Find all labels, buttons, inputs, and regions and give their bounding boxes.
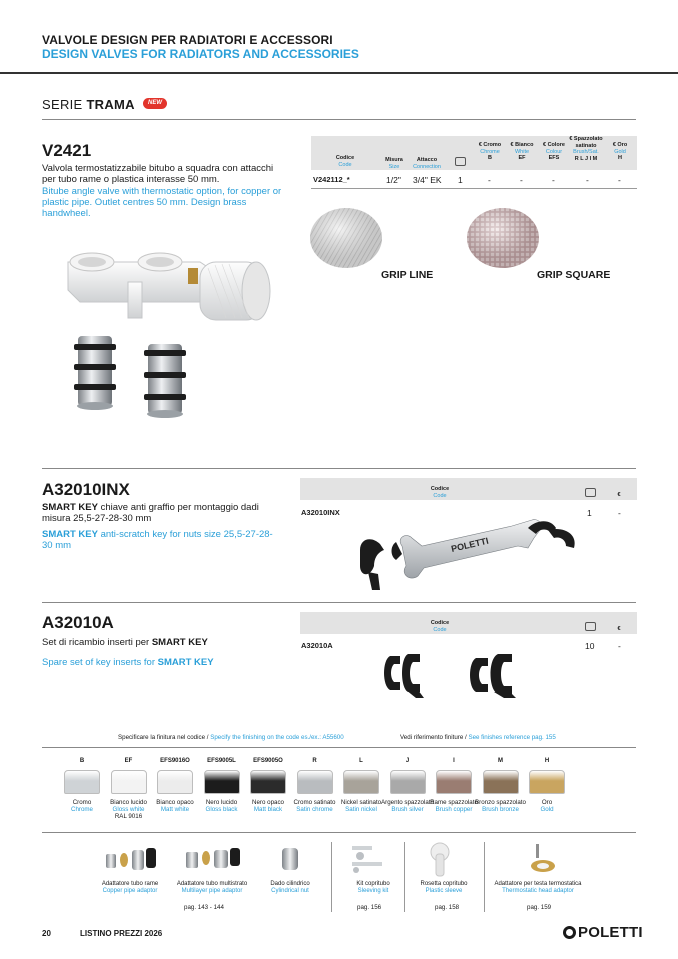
finish-label-j: Argento spazzolato Brush silver	[381, 799, 434, 813]
header-divider	[0, 72, 678, 74]
acc-divider-2	[404, 842, 405, 912]
finish-label-efs9005l: Nero lucido Gloss black	[205, 799, 238, 813]
key-inserts-image	[380, 650, 530, 700]
finish-label-efs9005o: Nero opaco Matt black	[252, 799, 284, 813]
header-title-en: DESIGN VALVES FOR RADIATORS AND ACCESSORIES	[42, 47, 359, 61]
accessory-label-5: Adattatore per testa termostatica Thermostatic head adaptor	[494, 881, 582, 894]
finish-code-efs9005l: EFS9005L	[207, 758, 236, 764]
serie-prefix: SERIE	[42, 97, 83, 112]
finish-label-efs9016o: Bianco opaco Matt white	[156, 799, 194, 813]
finish-code-l: L	[359, 758, 363, 764]
serie-title	[42, 97, 135, 112]
finish-label-b: Cromo Chrome	[70, 799, 93, 813]
footer-logo: POLETTI	[563, 924, 643, 941]
acc-divider-1	[331, 842, 332, 912]
a32010inx-desc-en: SMART KEY anti-scratch key for nuts size 25,5-27-28-30 mm	[42, 529, 273, 551]
a32010a-th-code: Codice Code	[430, 620, 450, 633]
th-white: € Bianco White EF	[510, 142, 534, 161]
finish-note-right: Vedi riferimento finiture / See finishes reference pag. 155	[400, 734, 556, 741]
a32010inx-row-price: -	[618, 508, 621, 518]
accessories-images	[100, 840, 660, 880]
v2421-code: V2421	[42, 141, 92, 160]
cylindrical-nut-icon	[282, 848, 298, 870]
th-size: Misura Size	[385, 157, 403, 170]
a32010inx-row-qty: 1	[587, 508, 592, 518]
poletti-logo-icon	[563, 926, 576, 939]
plastic-sleeve-icon	[431, 843, 449, 876]
a32010a-row-code: A32010A	[301, 641, 333, 650]
sleeving-kit-icon	[352, 846, 382, 873]
finish-swatch-l	[343, 770, 379, 794]
accessory-label-1: Adattatore tubo multistrato Multilayer pipe adaptor	[176, 881, 248, 894]
v2421-row-efs: -	[552, 175, 555, 185]
v2421-row-divider	[311, 188, 637, 189]
a32010inx-th-eur: €	[617, 492, 621, 498]
page-ref-4[interactable]: pag. 159	[527, 904, 552, 911]
finish-swatch-efs9005o	[250, 770, 286, 794]
a32010inx-code: A32010INX	[42, 480, 130, 499]
chrome-insert-left	[74, 336, 116, 410]
finish-code-r: R	[312, 758, 317, 764]
serie-divider	[42, 119, 636, 120]
new-badge: NEW	[143, 98, 167, 109]
finish-swatch-h	[529, 770, 565, 794]
th-brush-sat: € Spazzolato satinato Brush/Sat. R L J I M	[569, 136, 603, 162]
v2421-desc-it: Valvola termostatizzabile bitubo a squadra con attacchi per tubo rame o plastica interasse 50 mm.	[42, 163, 274, 185]
v2421-desc-en: Bitube angle valve with thermostatic option, for copper or plastic pipe. Outlet centres 50 mm. Design brass handwheel.	[42, 186, 282, 219]
accessory-label-3: Kit copritubo Sleeving kit	[356, 881, 390, 894]
package-icon	[585, 622, 596, 631]
finish-label-r: Cromo satinato Satin chrome	[293, 799, 336, 813]
a32010a-desc-en: Spare set of key inserts for SMART KEY	[42, 657, 214, 668]
a32010inx-row-code: A32010INX	[301, 508, 340, 517]
chrome-insert-right	[144, 344, 186, 418]
v2421-row-code: V242112_*	[313, 175, 350, 184]
finish-swatch-r	[297, 770, 333, 794]
accessory-label-4: Rosetta copritubo Plastic sleeve	[420, 881, 468, 894]
finish-code-efs9005o: EFS9005O	[253, 758, 283, 764]
section-divider-1	[42, 468, 636, 469]
smart-key-logo: POLETTI	[450, 535, 490, 554]
a32010a-row-qty: 10	[585, 641, 595, 651]
copper-adaptor-icon	[106, 848, 156, 870]
valve-product-image	[50, 240, 282, 425]
finish-swatch-efs9016o	[157, 770, 193, 794]
v2421-row-ef: -	[520, 175, 523, 185]
grip-line-label: GRIP LINE	[381, 269, 434, 281]
thermo-adaptor-icon	[531, 844, 555, 872]
finish-swatch-j	[390, 770, 426, 794]
header-title-it: VALVOLE DESIGN PER RADIATORI E ACCESSORI	[42, 33, 333, 47]
finish-swatch-m	[483, 770, 519, 794]
finish-note-left: Specificare la finitura nel codice / Specify the finishing on the code es./ex.: A55600	[118, 734, 344, 741]
finish-code-j: J	[405, 758, 410, 764]
finish-top-divider	[42, 747, 636, 748]
page-ref-1[interactable]: pag. 143 - 144	[184, 904, 224, 911]
accessories-top-divider	[42, 832, 636, 833]
grip-square-label: GRIP SQUARE	[537, 269, 611, 281]
th-code: Codice Code	[335, 155, 355, 168]
finish-label-h: Oro Gold	[540, 799, 554, 813]
a32010a-desc-it: Set di ricambio inserti per SMART KEY	[42, 637, 208, 648]
a32010a-row-price: -	[618, 641, 621, 651]
finish-label-i: Rame spazzolato Brush copper	[430, 799, 478, 813]
acc-divider-3	[484, 842, 485, 912]
accessory-label-0: Adattatore tubo rame Copper pipe adaptor	[101, 881, 159, 894]
grip-square-image	[465, 207, 541, 269]
finish-code-i: I	[453, 758, 455, 764]
v2421-row-conn: 3/4" EK	[413, 175, 442, 185]
footer-list-title: LISTINO PREZZI 2026	[80, 929, 163, 938]
finish-label-l: Nickel satinato Satin nickel	[340, 799, 382, 813]
th-colour: € Colore Colour EFS	[542, 142, 565, 161]
package-icon	[585, 488, 596, 497]
finish-swatch-efs9005l	[204, 770, 240, 794]
accessory-label-2: Dado cilindrico Cylindrical nut	[270, 881, 310, 894]
finish-label-m: Bronzo spazzolato Brush bronze	[475, 799, 526, 813]
page-ref-2[interactable]: pag. 156	[357, 904, 382, 911]
finish-code-m: M	[498, 758, 503, 764]
finish-swatch-ef	[111, 770, 147, 794]
v2421-row-b: -	[488, 175, 491, 185]
a32010inx-th-code: Codice Code	[430, 486, 450, 499]
page-ref-3[interactable]: pag. 158	[435, 904, 460, 911]
multilayer-adaptor-icon	[186, 848, 240, 868]
finish-code-ef: EF	[124, 758, 133, 764]
th-chrome: € Cromo Chrome B	[478, 142, 502, 161]
v2421-row-rljim: -	[586, 175, 589, 185]
a32010inx-desc-it: SMART KEY chiave anti graffio per montaggio dadi misura 25,5-27-28-30 mm	[42, 502, 259, 524]
finish-code-efs9016o: EFS9016O	[160, 758, 190, 764]
serie-name: TRAMA	[86, 97, 135, 112]
finish-swatch-b	[64, 770, 100, 794]
a32010a-code: A32010A	[42, 613, 114, 632]
finish-label-ef: Bianco lucido Gloss white RAL 9016	[110, 799, 147, 820]
smart-key-image	[352, 516, 584, 591]
grip-line-image	[308, 207, 384, 269]
finish-swatch-i	[436, 770, 472, 794]
finish-code-b: B	[79, 758, 85, 764]
v2421-row-h: -	[618, 175, 621, 185]
a32010a-th-eur: €	[617, 626, 621, 632]
th-connection: Attacco Connection	[413, 157, 441, 170]
th-gold: € Oro Gold H	[612, 142, 628, 161]
section-divider-2	[42, 602, 636, 603]
v2421-row-qty: 1	[458, 175, 463, 185]
footer-page-number: 20	[42, 929, 51, 938]
package-icon	[455, 157, 466, 166]
finish-code-h: H	[544, 758, 550, 764]
v2421-row-size: 1/2"	[386, 175, 401, 185]
